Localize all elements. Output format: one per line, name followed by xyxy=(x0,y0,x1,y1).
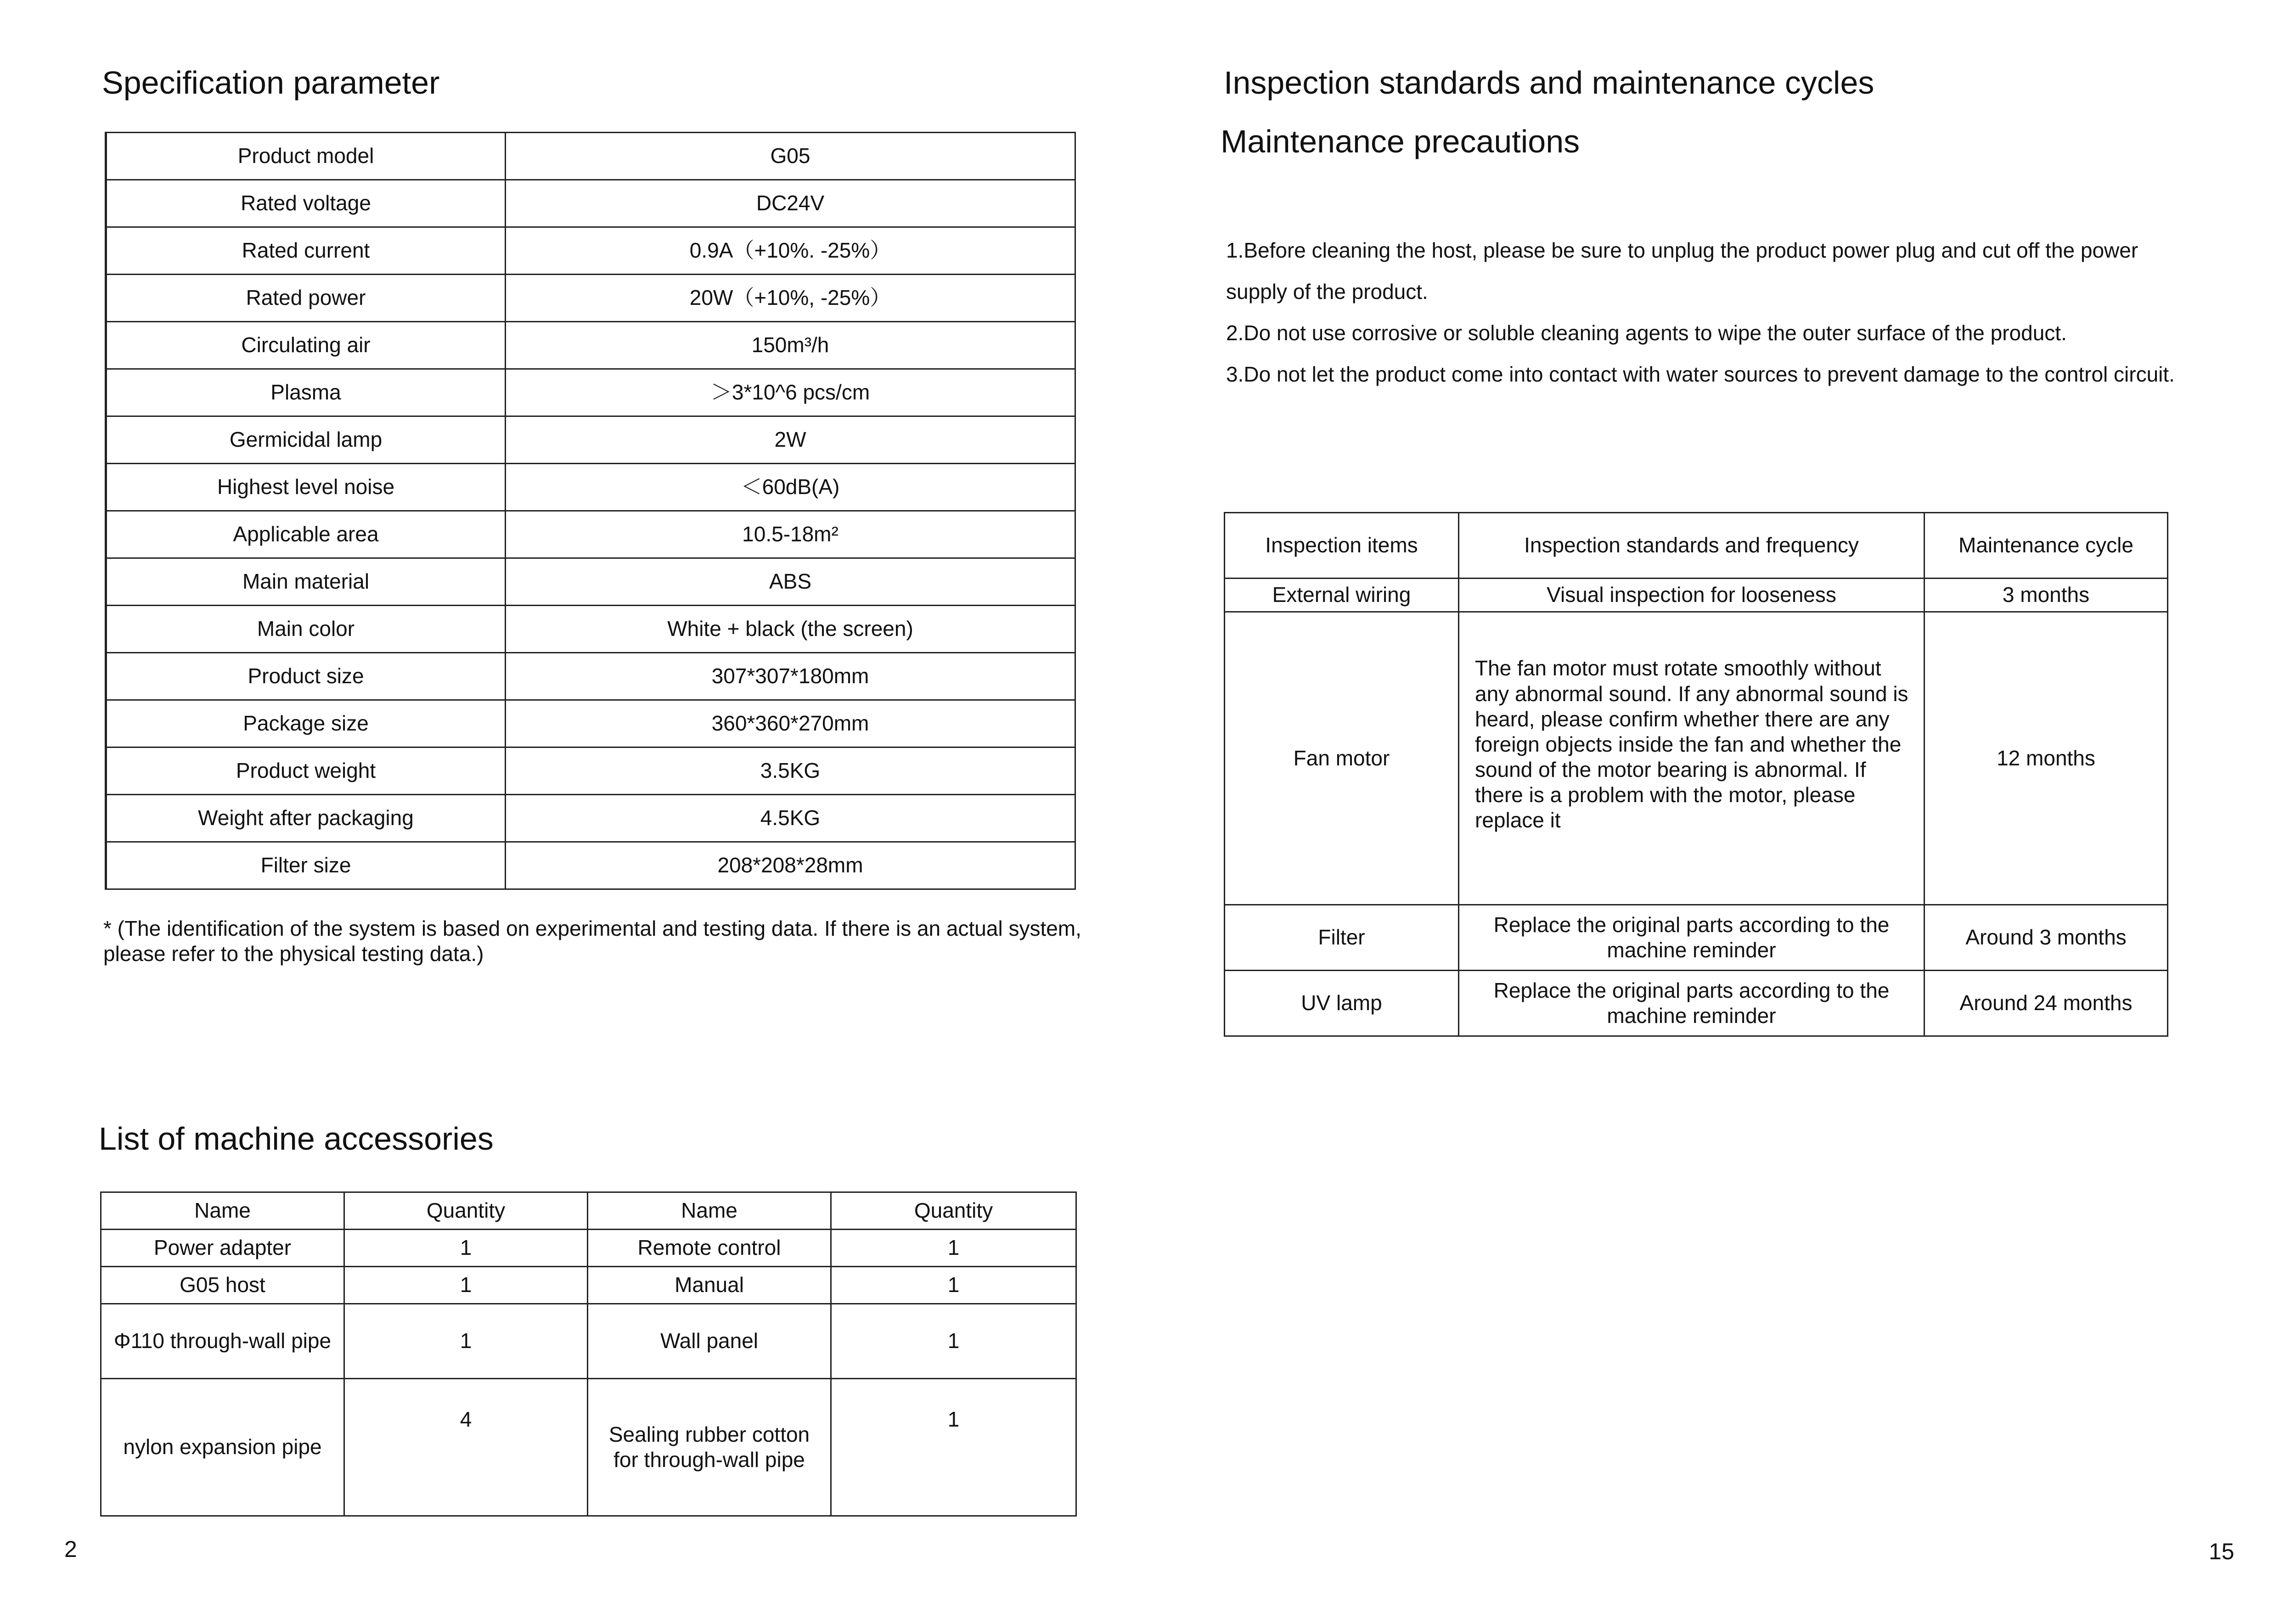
inspection-title: Inspection standards and maintenance cycles xyxy=(1224,65,1874,101)
spec-value: 20W（+10%, -25%） xyxy=(506,275,1075,322)
page-number-right: 15 xyxy=(2209,1539,2234,1564)
spec-value: 10.5-18m² xyxy=(506,511,1075,558)
table-row xyxy=(106,180,1075,227)
inspection-standard: Replace the original parts according to the machine reminder xyxy=(1459,905,1925,971)
accessory-quantity: 1 xyxy=(344,1267,588,1304)
inspection-item: UV lamp xyxy=(1225,971,1459,1036)
accessory-name: Power adapter xyxy=(101,1230,344,1267)
accessories-table xyxy=(100,1191,1077,1517)
spec-key: Main color xyxy=(106,606,506,653)
table-row xyxy=(101,1267,1076,1304)
inspection-standard: Visual inspection for looseness xyxy=(1459,579,1925,612)
page-number-left: 2 xyxy=(64,1536,77,1562)
spec-key: Rated voltage xyxy=(106,180,506,227)
spec-value: 0.9A（+10%. -25%） xyxy=(506,227,1075,275)
spec-value: 150m³/h xyxy=(506,322,1075,369)
spec-key: Main material xyxy=(106,558,506,606)
table-row xyxy=(1225,971,2168,1036)
table-row xyxy=(106,275,1075,322)
precaution-item: 3.Do not let the product come into contact with water sources to prevent damage to the control circuit. xyxy=(1226,362,2175,386)
table-row xyxy=(106,747,1075,795)
accessory-quantity: 1 xyxy=(344,1304,588,1379)
precautions-list xyxy=(1226,230,2186,395)
spec-key: Plasma xyxy=(106,369,506,416)
table-row xyxy=(106,227,1075,275)
table-row xyxy=(106,795,1075,842)
accessory-quantity: 1 xyxy=(831,1304,1076,1379)
accessories-title: List of machine accessories xyxy=(99,1121,494,1157)
inspection-standard: The fan motor must rotate smoothly without any abnormal sound. If any abnormal sound is heard, please confirm whether there are any foreign objects inside the fan and whether the sound of the motor bearing is abnormal. If there is a problem with the motor, please replace it xyxy=(1459,612,1925,905)
inspection-table xyxy=(1224,512,2168,1037)
accessory-quantity: 4 xyxy=(344,1379,588,1516)
accessory-name: G05 host xyxy=(101,1267,344,1304)
spec-value: 208*208*28mm xyxy=(506,842,1075,889)
table-row xyxy=(106,700,1075,747)
spec-key: Package size xyxy=(106,700,506,747)
inspection-item: Filter xyxy=(1225,905,1459,971)
column-header: Maintenance cycle xyxy=(1925,513,2168,579)
table-row xyxy=(106,511,1075,558)
maintenance-cycle: Around 3 months xyxy=(1925,905,2168,971)
spec-key: Applicable area xyxy=(106,511,506,558)
maintenance-cycle: Around 24 months xyxy=(1925,971,2168,1036)
spec-key: Rated power xyxy=(106,275,506,322)
spec-value: 2W xyxy=(506,416,1075,464)
spec-key: Highest level noise xyxy=(106,464,506,511)
table-row xyxy=(106,842,1075,889)
spec-key: Germicidal lamp xyxy=(106,416,506,464)
inspection-standard: Replace the original parts according to the machine reminder xyxy=(1459,971,1925,1036)
table-row xyxy=(106,416,1075,464)
spec-key: Rated current xyxy=(106,227,506,275)
accessory-quantity: 1 xyxy=(831,1230,1076,1267)
spec-key: Circulating air xyxy=(106,322,506,369)
precaution-item: 1.Before cleaning the host, please be sure to unplug the product power plug and cut off the power supply of the product. xyxy=(1226,238,2138,303)
table-row xyxy=(101,1304,1076,1379)
column-header: Inspection standards and frequency xyxy=(1459,513,1925,579)
column-header: Quantity xyxy=(344,1192,588,1230)
spec-key: Weight after packaging xyxy=(106,795,506,842)
column-header: Quantity xyxy=(831,1192,1076,1230)
spec-title: Specification parameter xyxy=(102,65,440,101)
table-row xyxy=(106,322,1075,369)
accessory-quantity: 1 xyxy=(831,1267,1076,1304)
spec-table xyxy=(105,132,1076,890)
spec-value: 307*307*180mm xyxy=(506,653,1075,700)
table-row xyxy=(101,1230,1076,1267)
inspection-item: Fan motor xyxy=(1225,612,1459,905)
spec-value: ＜60dB(A) xyxy=(506,464,1075,511)
spec-key: Filter size xyxy=(106,842,506,889)
column-header: Name xyxy=(101,1192,344,1230)
spec-value: ＞3*10^6 pcs/cm xyxy=(506,369,1075,416)
spec-value: ABS xyxy=(506,558,1075,606)
spec-value: White + black (the screen) xyxy=(506,606,1075,653)
column-header: Inspection items xyxy=(1225,513,1459,579)
table-row xyxy=(1225,612,2168,905)
table-row xyxy=(101,1379,1076,1516)
spec-key: Product model xyxy=(106,133,506,180)
table-row xyxy=(106,369,1075,416)
spec-value: G05 xyxy=(506,133,1075,180)
spec-key: Product size xyxy=(106,653,506,700)
precaution-item: 2.Do not use corrosive or soluble cleaning agents to wipe the outer surface of the product. xyxy=(1226,321,2067,345)
accessory-quantity: 1 xyxy=(344,1230,588,1267)
maintenance-cycle: 12 months xyxy=(1925,612,2168,905)
spec-value: DC24V xyxy=(506,180,1075,227)
accessory-name: Sealing rubber cotton for through-wall pipe xyxy=(588,1379,831,1516)
accessory-name: Remote control xyxy=(588,1230,831,1267)
maintenance-subtitle: Maintenance precautions xyxy=(1221,124,1580,159)
spec-footnote: * (The identification of the system is based on experimental and testing data. If there is an actual system, please refer to the physical testing data.) xyxy=(103,916,1081,966)
accessory-name: Φ110 through-wall pipe xyxy=(101,1304,344,1379)
table-row xyxy=(1225,905,2168,971)
accessory-name: Wall panel xyxy=(588,1304,831,1379)
table-header-row xyxy=(101,1192,1076,1230)
accessory-name: Manual xyxy=(588,1267,831,1304)
column-header: Name xyxy=(588,1192,831,1230)
table-row xyxy=(106,653,1075,700)
table-row xyxy=(106,606,1075,653)
accessory-name: nylon expansion pipe xyxy=(101,1379,344,1516)
spec-value: 4.5KG xyxy=(506,795,1075,842)
spec-value: 3.5KG xyxy=(506,747,1075,795)
maintenance-cycle: 3 months xyxy=(1925,579,2168,612)
accessory-quantity: 1 xyxy=(831,1379,1076,1516)
inspection-item: External wiring xyxy=(1225,579,1459,612)
table-row xyxy=(1225,579,2168,612)
table-row xyxy=(106,558,1075,606)
table-row xyxy=(106,464,1075,511)
spec-value: 360*360*270mm xyxy=(506,700,1075,747)
table-header-row xyxy=(1225,513,2168,579)
spec-key: Product weight xyxy=(106,747,506,795)
table-row xyxy=(106,133,1075,180)
